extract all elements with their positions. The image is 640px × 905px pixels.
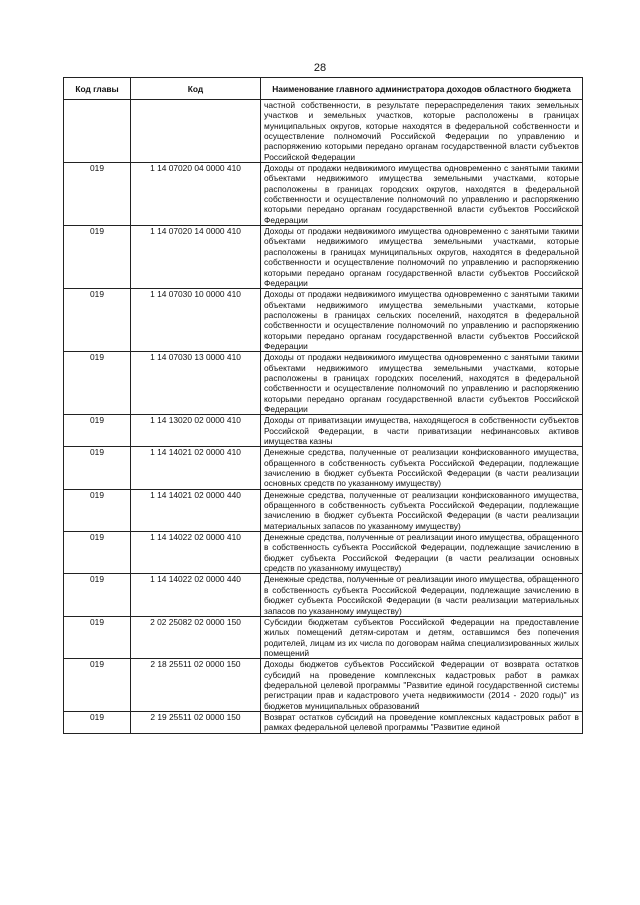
table-row xyxy=(64,100,583,163)
cell-chapter-code: 019 xyxy=(64,532,131,574)
cell-chapter-code: 019 xyxy=(64,616,131,658)
cell-chapter-code: 019 xyxy=(64,574,131,616)
cell-chapter-code xyxy=(64,100,131,163)
cell-code: 1 14 07030 13 0000 410 xyxy=(131,352,261,415)
cell-code: 1 14 14022 02 0000 410 xyxy=(131,532,261,574)
table-row xyxy=(64,415,583,447)
income-administrators-table xyxy=(63,77,583,734)
header-chapter-code: Код главы xyxy=(64,78,131,100)
header-code: Код xyxy=(131,78,261,100)
cell-name: Возврат остатков субсидий на проведение комплексных кадастровых работ в рамках федеральной целевой программы "Развитие единой xyxy=(261,711,583,733)
cell-code: 1 14 14021 02 0000 440 xyxy=(131,489,261,531)
cell-name: Денежные средства, полученные от реализации иного имущества, обращенного в собственность субъекта Российской Федерации, подлежащие зачислению в бюджет субъекта Российской Федерации (в части реализации материальных запасов по указанному имуществу) xyxy=(261,574,583,616)
cell-code: 1 14 14021 02 0000 410 xyxy=(131,447,261,489)
table-row xyxy=(64,574,583,616)
cell-code: 2 18 25511 02 0000 150 xyxy=(131,659,261,712)
cell-name: частной собственности, в результате перераспределения таких земельных участков и земельных участков, которые расположены в границах муниципальных округов, которые находятся в федеральной собственности и осуществление полномочий Российской Федерации по управлению и распоряжению которыми передано органам государственной власти субъектов Российской Федерации xyxy=(261,100,583,163)
cell-code: 1 14 07020 04 0000 410 xyxy=(131,163,261,226)
cell-code: 1 14 07030 10 0000 410 xyxy=(131,289,261,352)
table-row xyxy=(64,447,583,489)
cell-chapter-code: 019 xyxy=(64,289,131,352)
cell-code: 1 14 07020 14 0000 410 xyxy=(131,226,261,289)
cell-chapter-code: 019 xyxy=(64,226,131,289)
cell-chapter-code: 019 xyxy=(64,415,131,447)
cell-name: Денежные средства, полученные от реализации конфискованного имущества, обращенного в собственность субъекта Российской Федерации, подлежащие зачислению в бюджет субъекта Российской Федерации (в части реализации материальных запасов по указанному имуществу) xyxy=(261,489,583,531)
cell-name: Доходы бюджетов субъектов Российской Федерации от возврата остатков субсидий на проведение комплексных кадастровых работ в рамках федеральной целевой программы "Развитие единой государственной системы регистрации прав и кадастрового учета недвижимости (2014 - 2020 годы)" из бюджетов муниципальных образований xyxy=(261,659,583,712)
cell-name: Доходы от продажи недвижимого имущества одновременно с занятыми такими объектами недвижимого имущества земельными участками, которые расположены в границах муниципальных округов, находятся в федеральной собственности и осуществление полномочий по управлению и распоряжению которыми передано органам государственной власти субъектов Российской Федерации xyxy=(261,226,583,289)
cell-code: 1 14 13020 02 0000 410 xyxy=(131,415,261,447)
table-row xyxy=(64,226,583,289)
cell-chapter-code: 019 xyxy=(64,711,131,733)
cell-code: 1 14 14022 02 0000 440 xyxy=(131,574,261,616)
header-name: Наименование главного администратора доходов областного бюджета xyxy=(261,78,583,100)
cell-chapter-code: 019 xyxy=(64,659,131,712)
cell-name: Доходы от продажи недвижимого имущества одновременно с занятыми такими объектами недвижимого имущества земельными участками, которые расположены в границах городских поселений, находятся в федеральной собственности и осуществление полномочий по управлению и распоряжению которыми передано органам государственной власти субъектов Российской Федерации xyxy=(261,352,583,415)
cell-name: Доходы от продажи недвижимого имущества одновременно с занятыми такими объектами недвижимого имущества земельными участками, которые расположены в границах городских округов, находятся в федеральной собственности и осуществление полномочий по управлению и распоряжению которыми передано органам государственной власти субъектов Российской Федерации xyxy=(261,163,583,226)
cell-chapter-code: 019 xyxy=(64,163,131,226)
table-row xyxy=(64,616,583,658)
table-body xyxy=(64,100,583,734)
cell-chapter-code: 019 xyxy=(64,352,131,415)
cell-name: Денежные средства, полученные от реализации конфискованного имущества, обращенного в собственность субъекта Российской Федерации, подлежащие зачислению в бюджет субъекта Российской Федерации (в части реализации основных средств по указанному имуществу) xyxy=(261,447,583,489)
cell-name: Доходы от продажи недвижимого имущества одновременно с занятыми такими объектами недвижимого имущества земельными участками, которые расположены в границах сельских поселений, находятся в федеральной собственности и осуществление полномочий по управлению и распоряжению которыми передано органам государственной власти субъектов Российской Федерации xyxy=(261,289,583,352)
cell-chapter-code: 019 xyxy=(64,447,131,489)
table-header-row xyxy=(64,78,583,100)
cell-name: Субсидии бюджетам субъектов Российской Федерации на предоставление жилых помещений детям-сиротам и детям, оставшимся без попечения родителей, лицам из их числа по договорам найма специализированных жилых помещений xyxy=(261,616,583,658)
cell-code: 2 19 25511 02 0000 150 xyxy=(131,711,261,733)
table-row xyxy=(64,489,583,531)
table-row xyxy=(64,163,583,226)
table-row xyxy=(64,352,583,415)
cell-code: 2 02 25082 02 0000 150 xyxy=(131,616,261,658)
cell-name: Денежные средства, полученные от реализации иного имущества, обращенного в собственность субъекта Российской Федерации, подлежащие зачислению в бюджет субъекта Российской Федерации (в части реализации основных средств по указанному имуществу) xyxy=(261,532,583,574)
table-row xyxy=(64,289,583,352)
cell-chapter-code: 019 xyxy=(64,489,131,531)
table-row xyxy=(64,532,583,574)
cell-code xyxy=(131,100,261,163)
table-row xyxy=(64,711,583,733)
table-row xyxy=(64,659,583,712)
page-number: 28 xyxy=(313,62,327,74)
cell-name: Доходы от приватизации имущества, находящегося в собственности субъектов Российской Федерации, в части приватизации нефинансовых активов имущества казны xyxy=(261,415,583,447)
